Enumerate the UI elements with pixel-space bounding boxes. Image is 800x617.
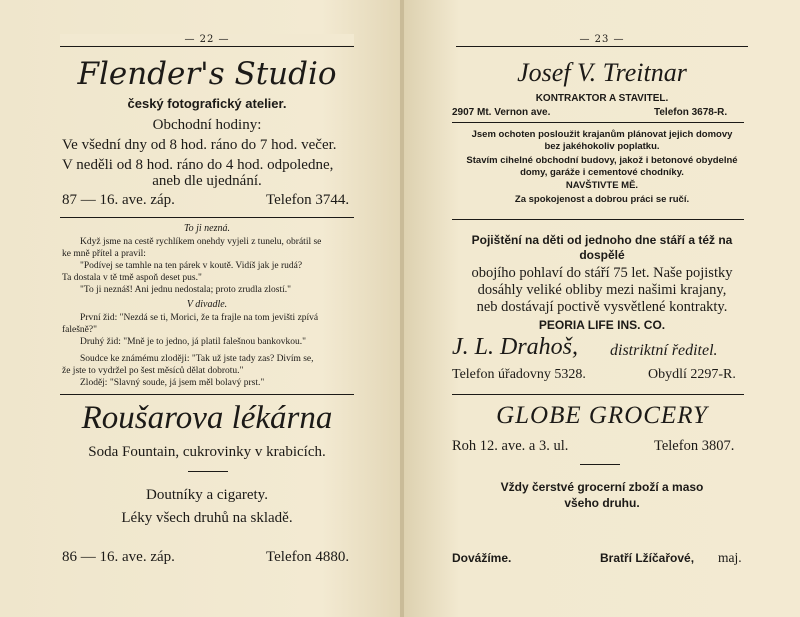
treitnar-title: Josef V. Treitnar <box>517 58 687 87</box>
top-rule <box>60 46 354 47</box>
rousar-line2: Léky všech druhů na skladě. <box>121 510 293 526</box>
divider-rule <box>60 394 354 395</box>
flender-phone: Telefon 3744. <box>266 192 350 208</box>
joke2-line: První žid: "Nezdá se ti, Morici, že ta frajle na tom jevišti zpívá <box>80 313 319 323</box>
treitnar-line: Stavím cihelné obchodní budovy, jakož i betonové obydelné <box>466 155 738 166</box>
flender-hours-weekday: Ve všední dny od 8 hod. ráno do 7 hod. večer. <box>62 137 337 153</box>
globe-line2: všeho druhu. <box>564 496 640 510</box>
globe-phone: Telefon 3807. <box>654 438 735 454</box>
divider-rule <box>60 217 354 218</box>
page-number: — 23 — <box>579 34 625 45</box>
rousar-address: 86 — 16. ave. záp. <box>62 549 175 565</box>
insurance-heading-1: Pojištění na děti od jednoho dne stáří a též na <box>471 233 733 247</box>
rousar-title: Roušarova lékárna <box>81 400 333 436</box>
divider-rule <box>452 394 744 395</box>
insurance-body-2: dosáhly veliké obliby mezi našimi krajany, <box>477 282 727 298</box>
treitnar-phone: Telefon 3678-R. <box>654 107 728 118</box>
insurance-company: PEORIA LIFE INS. CO. <box>538 318 666 332</box>
insurance-agent-role: distriktní ředitel. <box>610 342 718 359</box>
flender-hours-heading: Obchodní hodiny: <box>152 117 262 133</box>
treitnar-line: bez jakéhokoliv poplatku. <box>544 141 660 152</box>
flender-address: 87 — 16. ave. záp. <box>62 192 175 208</box>
treitnar-line: Jsem ochoten posloužit krajanům plánovat jejich domovy <box>471 129 733 140</box>
joke2-line: že jste to vydržel po šest měsíců dělat dobrotu." <box>62 366 244 376</box>
joke1-line: ke mně přítel a pravil: <box>62 249 146 259</box>
divider-rule <box>452 219 744 220</box>
insurance-heading-2: dospělé <box>579 248 625 262</box>
flender-hours-sunday-1: V neděli od 8 hod. ráno do 4 hod. odpoledne, <box>62 157 334 173</box>
joke1-line: Když jsme na cestě rychlíkem onehdy vyjeli z tunelu, obrátil se <box>80 237 322 247</box>
treitnar-guarantee: Za spokojenost a dobrou práci se ručí. <box>514 194 690 205</box>
joke1-line: "To ji neznáš! Ani jednu nedostala; proto zrudla zlostí." <box>80 285 292 295</box>
joke2-line: Druhý žid: "Mně je to jedno, já platil falešnou bankovkou." <box>80 337 306 347</box>
flender-hours-sunday-2: aneb dle ujednání. <box>152 173 262 189</box>
right-page <box>404 0 800 617</box>
treitnar-visit: NAVŠTIVTE MĚ. <box>565 180 639 191</box>
page-number: — 22 — <box>60 34 354 45</box>
top-rule <box>456 46 748 47</box>
globe-owner: Bratří Lžíčařové, <box>600 551 695 565</box>
joke1-line: "Podívej se tamhle na ten párek v koutě. Vidíš jak je rudá? <box>80 261 303 271</box>
globe-address: Roh 12. ave. a 3. ul. <box>452 438 569 454</box>
rousar-subtitle: Soda Fountain, cukrovinky v krabicích. <box>88 444 326 460</box>
joke2-line: Zloděj: "Slavný soude, já jsem měl bolavý prst." <box>80 378 265 388</box>
joke2-line: falešně?" <box>62 325 97 335</box>
flender-subtitle: český fotografický atelier. <box>127 96 287 111</box>
globe-title: GLOBE GROCERY <box>496 402 708 429</box>
flender-title: Flender's Studio <box>77 56 337 92</box>
treitnar-subtitle: KONTRAKTOR A STAVITEL. <box>535 93 669 104</box>
joke1-line: Ta dostala v tě tmě aspoň deset pus." <box>62 273 202 283</box>
joke2-title: V divadle. <box>186 299 228 310</box>
globe-delivery: Dovážíme. <box>452 551 512 565</box>
short-rule <box>580 464 620 465</box>
rousar-phone: Telefon 4880. <box>266 549 350 565</box>
insurance-body-3: neb dostávají poctivě vysvětlené kontrakty. <box>476 299 728 315</box>
short-rule <box>452 122 744 123</box>
short-rule <box>188 471 228 472</box>
insurance-body-1: obojího pohlaví do stáří 75 let. Naše pojistky <box>471 265 733 281</box>
joke1-title: To ji nezná. <box>183 223 231 234</box>
treitnar-line: domy, garáže i cementové chodníky. <box>520 167 684 178</box>
insurance-agent: J. L. Drahoš, <box>452 334 579 360</box>
insurance-phone-office: Telefon úřadovny 5328. <box>452 367 586 382</box>
rousar-line1: Doutníky a cigarety. <box>146 487 268 503</box>
globe-line1: Vždy čerstvé grocerní zboží a maso <box>500 480 704 494</box>
joke2-line: Soudce ke známému zloději: "Tak už jste tady zas? Divím se, <box>80 354 314 364</box>
insurance-phone-home: Obydlí 2297-R. <box>648 367 736 382</box>
globe-owner-suffix: maj. <box>718 550 742 565</box>
treitnar-address: 2907 Mt. Vernon ave. <box>452 107 551 118</box>
